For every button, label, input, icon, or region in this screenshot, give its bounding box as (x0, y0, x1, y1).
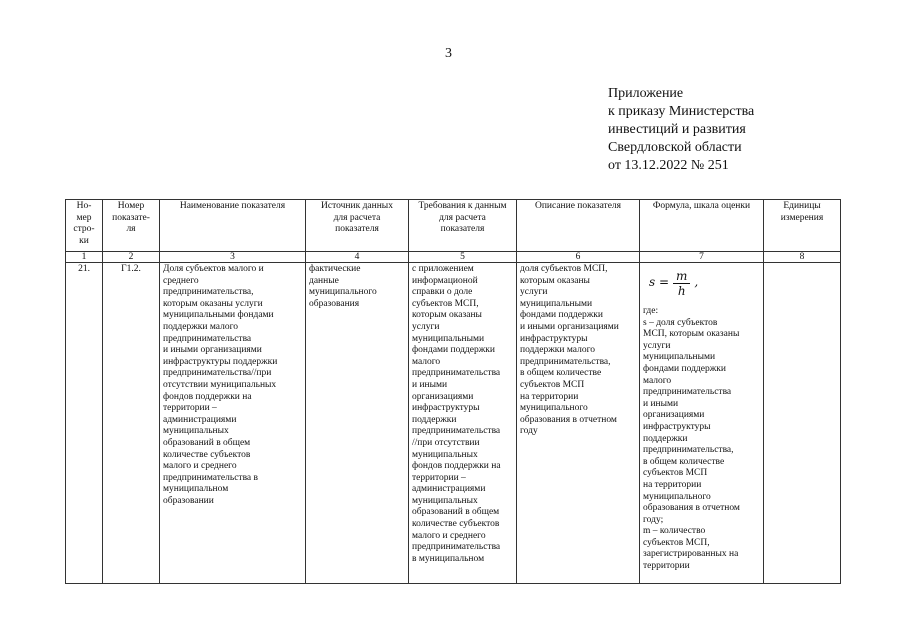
column-number: 2 (103, 252, 160, 263)
header-formula: Формула, шкала оценки (640, 200, 764, 252)
header-indicator-number: Номер показате- ля (103, 200, 160, 252)
formula-lhs: s = (649, 275, 670, 290)
cell-line-number: 21. (66, 263, 103, 584)
cell-units (764, 263, 841, 584)
formula-numerator: m (673, 269, 690, 284)
header-data-requirements: Требования к данным для расчета показателя (409, 200, 517, 252)
column-number: 4 (306, 252, 409, 263)
page-number: 3 (445, 46, 452, 61)
header-line-number: Но- мер стро- ки (66, 200, 103, 252)
indicator-table (65, 199, 841, 584)
table-row (66, 263, 841, 584)
column-number: 3 (160, 252, 306, 263)
cell-data-requirements: с приложением информационой справки о доле субъектов МСП, которым оказаны услуги муниципальными фондами поддержки малого предпринимательства и иными организациями инфраструктуры поддержки предпринимательства //при отсутствии муниципальных фондов поддержки на территории – администрациями муниципальных образований в общем количестве субъектов малого и среднего предпринимательства в муниципальном (409, 263, 517, 584)
header-description: Описание показателя (517, 200, 640, 252)
column-number-row (66, 252, 841, 263)
formula-explanation: где: s – доля субъектов МСП, которым оказаны услуги муниципальными фондами поддержки малого предпринимательства и иными организациями инфраструктуры поддержки предпринимательства, в общем количестве субъектов МСП на территории муниципального образования в отчетном году; m – количество субъектов МСП, зарегистрированных на территории (643, 306, 740, 572)
formula-trail: , (694, 275, 699, 290)
cell-indicator-name: Доля субъектов малого и среднего предпринимательства, которым оказаны услуги муниципальными фондами поддержки малого предпринимательства и иными организациями инфраструктуры поддержки предпринимательства//при отсутствии муниципальных фондов поддержки на территории – администрациями муниципальных образований в общем количестве субъектов малого и среднего предпринимательства в муниципальном образовании (160, 263, 306, 584)
cell-data-source: фактические данные муниципального образования (306, 263, 409, 584)
appendix-line: Приложение (608, 86, 684, 101)
formula-fraction (673, 269, 690, 298)
column-number: 7 (640, 252, 764, 263)
appendix-line: Свердловской области (608, 140, 742, 155)
column-number: 6 (517, 252, 640, 263)
appendix-block (608, 85, 754, 175)
cell-formula (640, 263, 764, 584)
header-indicator-name: Наименование показателя (160, 200, 306, 252)
formula-expression (649, 266, 760, 300)
formula-denominator: h (677, 283, 686, 298)
appendix-line: к приказу Министерства (608, 104, 755, 119)
cell-description: доля субъектов МСП, которым оказаны услуги муниципальными фондами поддержки и иными организациями инфраструктуры поддержки малого предпринимательства, в общем количестве субъектов МСП на территории муниципального образования в отчетном году (517, 263, 640, 584)
header-units: Единицы измерения (764, 200, 841, 252)
column-number: 1 (66, 252, 103, 263)
cell-indicator-number: Г1.2. (103, 263, 160, 584)
table-header-row (66, 200, 841, 252)
header-data-source: Источник данных для расчета показателя (306, 200, 409, 252)
column-number: 8 (764, 252, 841, 263)
column-number: 5 (409, 252, 517, 263)
appendix-line: от 13.12.2022 № 251 (608, 158, 729, 173)
appendix-line: инвестиций и развития (608, 122, 746, 137)
